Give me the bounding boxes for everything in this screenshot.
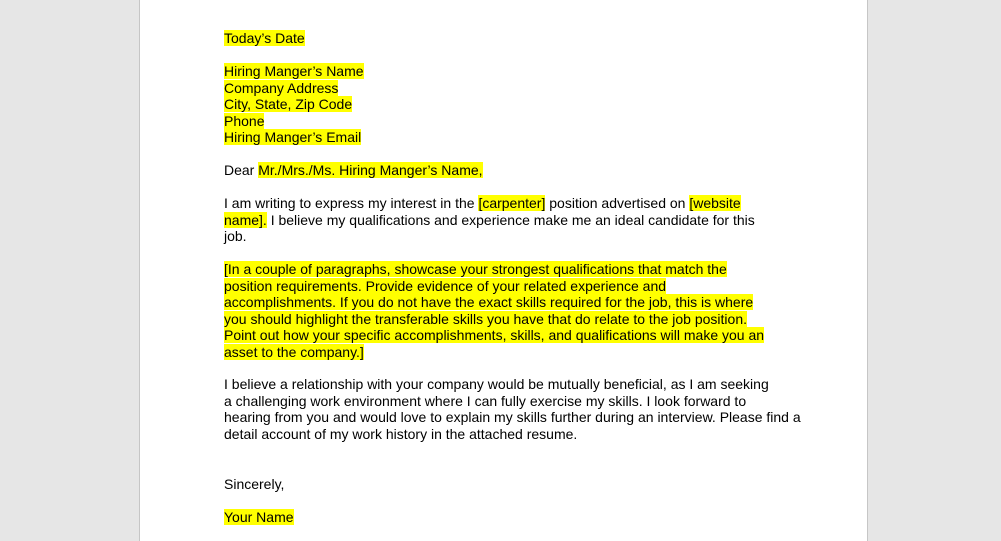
website-placeholder-end: name]. <box>224 211 267 228</box>
recipient-city-state-zip: City, State, Zip Code <box>224 96 353 112</box>
intro-text-b: position advertised on <box>545 195 690 211</box>
recipient-email: Hiring Manger’s Email <box>224 129 362 145</box>
closing-line: a challenging work environment where I can fully exercise my skills. I look forward to <box>224 392 747 409</box>
signature-line <box>224 509 294 526</box>
intro-line-3 <box>224 228 247 245</box>
instruction-text: position requirements. Provide evidence of your related experience and <box>224 277 667 294</box>
closing-line: I believe a relationship with your company would be mutually beneficial, as I am seeking <box>224 376 769 392</box>
salutation-name: Mr./Mrs./Ms. Hiring Manger’s Name, <box>258 162 483 178</box>
recipient-city-line <box>224 96 352 113</box>
sign-off: Sincerely, <box>224 476 285 492</box>
website-placeholder-start: [website <box>689 195 741 211</box>
position-placeholder: [carpenter] <box>478 195 546 211</box>
instruction-text: asset to the company.] <box>224 343 364 360</box>
date-line <box>224 30 305 47</box>
intro-text-d: job. <box>224 228 247 244</box>
intro-line-2 <box>224 212 755 229</box>
instruction-text: Point out how your specific accomplishments, skills, and qualifications will make you an <box>224 327 765 343</box>
instruction-line <box>224 344 364 361</box>
intro-text-c: I believe my qualifications and experience make me an ideal candidate for this <box>266 211 755 228</box>
salutation <box>224 162 483 179</box>
instruction-line <box>224 261 727 278</box>
intro-line-1 <box>224 195 741 212</box>
instruction-line <box>224 327 764 344</box>
instruction-line <box>224 311 747 328</box>
signature-name: Your Name <box>224 509 294 525</box>
recipient-name: Hiring Manger’s Name <box>224 63 364 79</box>
recipient-name-line <box>224 63 364 80</box>
closing-line: hearing from you and would love to explain my skills further during an interview. Please find a <box>224 409 801 425</box>
recipient-address: Company Address <box>224 79 339 96</box>
instruction-line <box>224 278 666 295</box>
closing-line: detail account of my work history in the attached resume. <box>224 425 578 442</box>
salutation-prefix: Dear <box>224 162 259 178</box>
recipient-phone-line <box>224 113 264 130</box>
recipient-phone: Phone <box>224 112 265 129</box>
date-text: Today’s Date <box>224 30 305 46</box>
instruction-line <box>224 294 753 311</box>
recipient-address-line <box>224 80 338 97</box>
recipient-email-line <box>224 129 361 146</box>
intro-text-a: I am writing to express my interest in the <box>224 195 479 211</box>
instruction-text: [In a couple of paragraphs, showcase your strongest qualifications that match the <box>224 261 727 277</box>
instruction-text: you should highlight the transferable skills you have that do relate to the job position. <box>224 310 747 327</box>
instruction-text: accomplishments. If you do not have the exact skills required for the job, this is where <box>224 294 754 310</box>
